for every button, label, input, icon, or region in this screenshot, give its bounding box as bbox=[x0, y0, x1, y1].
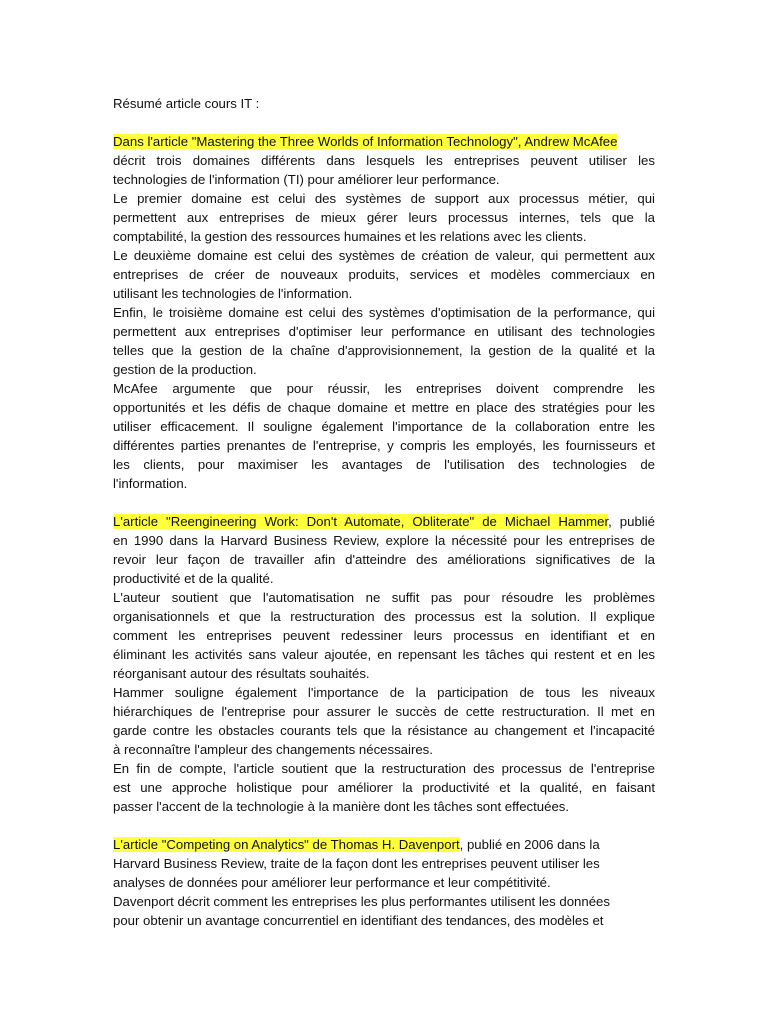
section-1-heading bbox=[113, 132, 655, 151]
paragraph-line: permettent aux entreprises d'optimiser leur performance en utilisant des technologies bbox=[113, 324, 655, 339]
paragraph-line: garde contre les obstacles courants tels que la résistance au changement et l'incapacité bbox=[113, 723, 655, 738]
highlight: L'article "Competing on Analytics" de Thomas H. Davenport bbox=[113, 837, 460, 852]
paragraph-line: revoir leur façon de travailler afin d'atteindre des améliorations significatives de la bbox=[113, 552, 655, 567]
paragraph-line: analyses de données pour améliorer leur performance et leur compétitivité. bbox=[113, 875, 551, 890]
heading-tail: , publié en 2006 dans la bbox=[459, 837, 600, 852]
paragraph-line: Le premier domaine est celui des systèmes de support aux processus métier, qui bbox=[113, 191, 655, 206]
paragraph-line: gestion de la production. bbox=[113, 362, 257, 377]
paragraph-line: opportunités et les défis de chaque domaine et mettre en place des stratégies pour les bbox=[113, 400, 655, 415]
section-2-heading bbox=[113, 512, 655, 531]
paragraph-line: Le deuxième domaine est celui des systèmes de création de valeur, qui permettent aux bbox=[113, 248, 655, 263]
paragraph-line: éliminant les activités sans valeur ajoutée, en repensant les tâches qui restent et en les bbox=[113, 647, 655, 662]
paragraph-line: utilisant les technologies de l'information. bbox=[113, 286, 353, 301]
paragraph-line: à reconnaître l'ampleur des changements nécessaires. bbox=[113, 742, 433, 757]
paragraph-line: organisationnels et que la restructuration des processus est la solution. Il explique bbox=[113, 609, 655, 624]
paragraph-line: décrit trois domaines différents dans lesquels les entreprises peuvent utiliser les bbox=[113, 153, 655, 168]
paragraph-line: est une approche holistique pour améliorer la productivité et la qualité, en faisant bbox=[113, 780, 655, 795]
blank-line bbox=[113, 113, 655, 132]
paragraph-line: productivité et de la qualité. bbox=[113, 571, 274, 586]
paragraph-line: passer l'accent de la technologie à la manière dont les tâches sont effectuées. bbox=[113, 799, 570, 814]
paragraph-line: permettent aux entreprises de mieux gérer leurs processus internes, tels que la bbox=[113, 210, 655, 225]
paragraph-line: comptabilité, la gestion des ressources humaines et les relations avec les clients. bbox=[113, 229, 587, 244]
paragraph-line: les clients, pour maximiser les avantages de l'utilisation des technologies de bbox=[113, 457, 655, 472]
paragraph-line: l'information. bbox=[113, 476, 188, 491]
paragraph-line: différentes parties prenantes de l'entreprise, y compris les employés, les fournisseurs et bbox=[113, 438, 655, 453]
paragraph-line: Harvard Business Review, traite de la façon dont les entreprises peuvent utiliser les bbox=[113, 856, 600, 871]
highlight: L'article "Reengineering Work: Don't Automate, Obliterate" de Michael Hammer bbox=[113, 514, 609, 529]
document-title: Résumé article cours IT : bbox=[113, 96, 260, 111]
document-body bbox=[113, 94, 655, 930]
paragraph-line: utiliser efficacement. Il souligne également l'importance de la collaboration entre les bbox=[113, 419, 655, 434]
paragraph-line: Hammer souligne également l'importance de la participation de tous les niveaux bbox=[113, 685, 655, 700]
paragraph-line: entreprises de créer de nouveaux produits, services et modèles commerciaux en bbox=[113, 267, 655, 282]
blank-line bbox=[113, 493, 655, 512]
paragraph-line: En fin de compte, l'article soutient que la restructuration des processus de l'entreprise bbox=[113, 761, 655, 776]
highlight: Dans l'article "Mastering the Three Worlds of Information Technology", Andrew McAfee bbox=[113, 134, 618, 149]
paragraph-line: Enfin, le troisième domaine est celui des systèmes d'optimisation de la performance, qui bbox=[113, 305, 655, 320]
paragraph-line: Davenport décrit comment les entreprises les plus performantes utilisent les données bbox=[113, 894, 610, 909]
paragraph-line: McAfee argumente que pour réussir, les entreprises doivent comprendre les bbox=[113, 381, 655, 396]
paragraph-line: pour obtenir un avantage concurrentiel en identifiant des tendances, des modèles et bbox=[113, 913, 604, 928]
paragraph-line: telles que la gestion de la chaîne d'approvisionnement, la gestion de la qualité et la bbox=[113, 343, 655, 358]
paragraph-line: technologies de l'information (TI) pour améliorer leur performance. bbox=[113, 172, 500, 187]
paragraph-line: hiérarchiques de l'entreprise pour assurer le succès de cette restructuration. Il met en bbox=[113, 704, 655, 719]
section-3-heading bbox=[113, 835, 655, 854]
blank-line bbox=[113, 816, 655, 835]
paragraph-line: comment les entreprises peuvent redessiner leurs processus en identifiant et en bbox=[113, 628, 655, 643]
paragraph-line: en 1990 dans la Harvard Business Review, explore la nécessité pour les entreprises de bbox=[113, 533, 655, 548]
heading-tail: , publié bbox=[608, 514, 656, 529]
paragraph-line: L'auteur soutient que l'automatisation ne suffit pas pour résoudre les problèmes bbox=[113, 590, 655, 605]
paragraph-line: réorganisant autour des résultats souhaités. bbox=[113, 666, 370, 681]
